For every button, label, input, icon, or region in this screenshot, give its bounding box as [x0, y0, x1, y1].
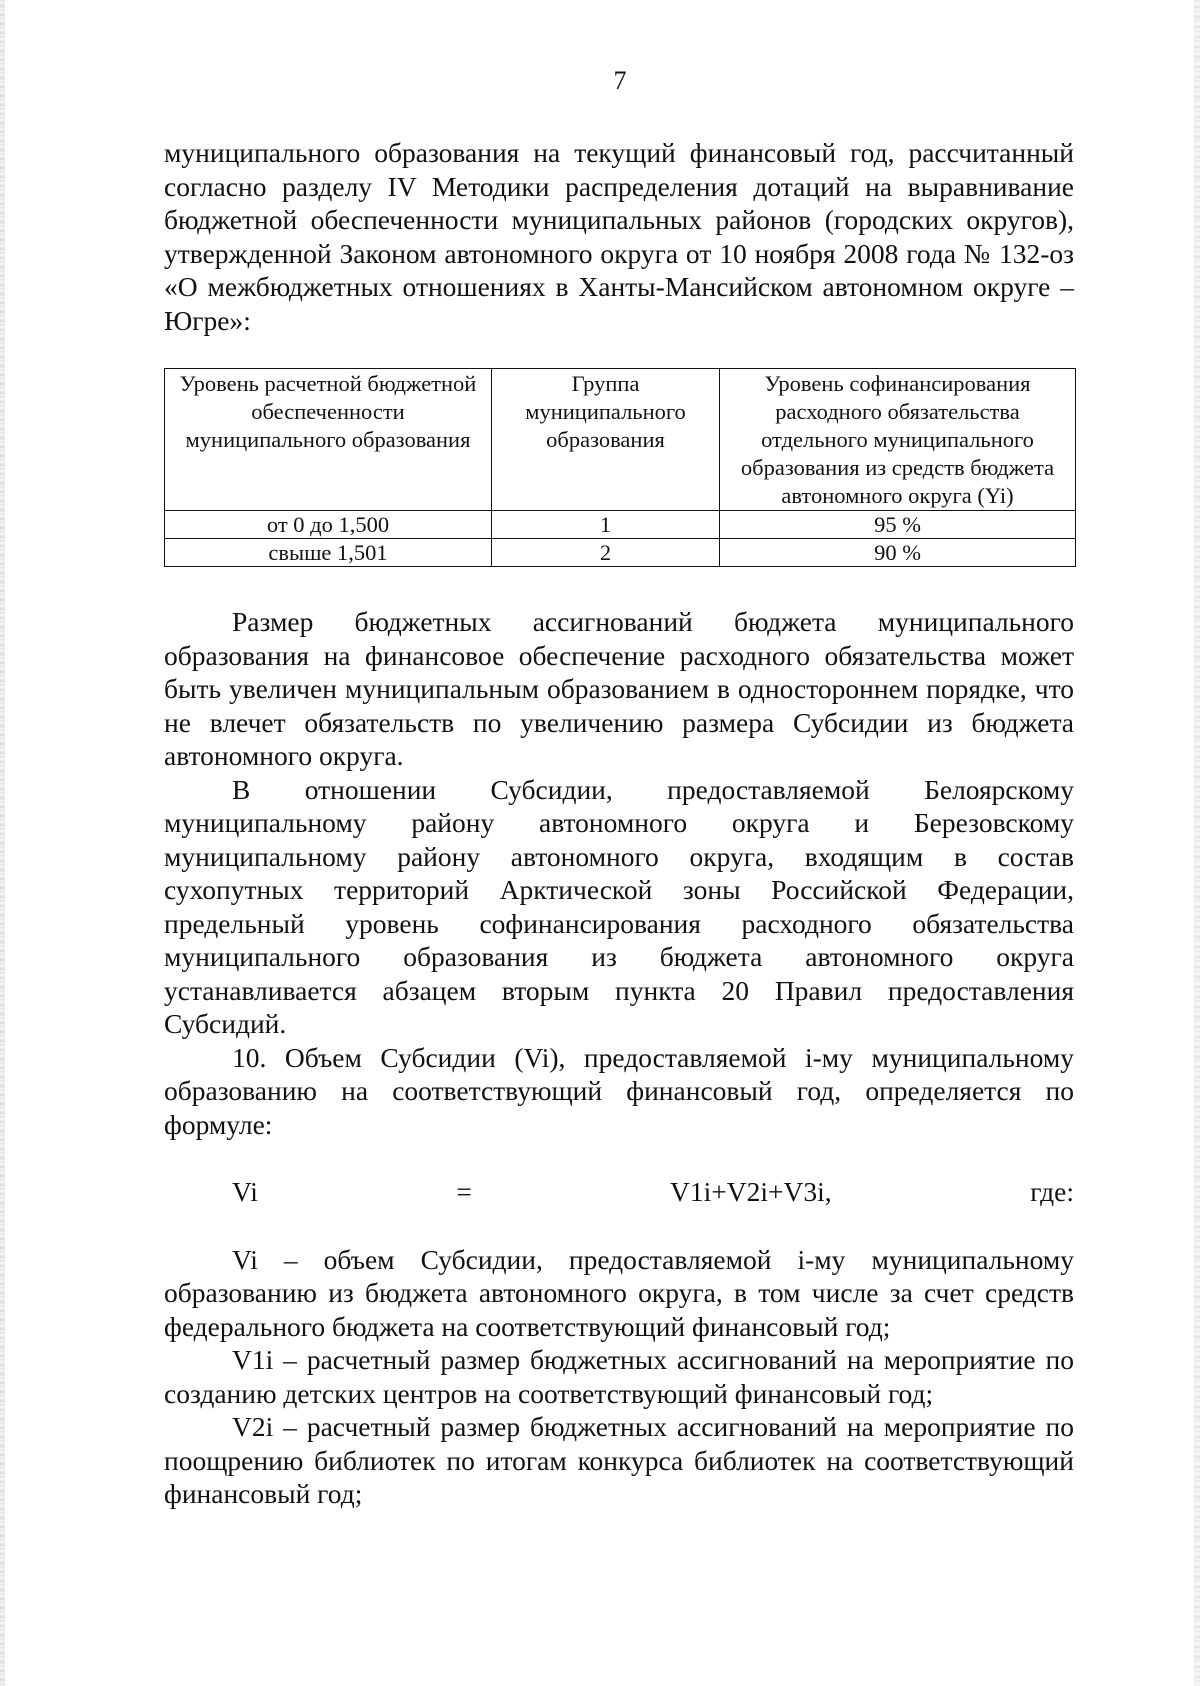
table-header-row [165, 369, 1076, 511]
header-group: Группа муниципального образования [492, 369, 720, 511]
cell-rate: 95 % [720, 511, 1076, 539]
paragraph-item-10: 10. Объем Субсидии (Vi), предоставляемой i-му муниципальному образованию на соответствующий финансовый год, определяется по формуле: [164, 1041, 1074, 1140]
document-body [164, 136, 1074, 1511]
cell-level: свыше 1,501 [165, 539, 492, 567]
definition-v2i: V2i – расчетный размер бюджетных ассигнований на мероприятие по поощрению библиотек по итогам конкурса библиотек на соответствующий финансовый год; [164, 1411, 1074, 1509]
header-cofinancing-rate: Уровень софинансирования расходного обязательства отдельного муниципального образования из средств бюджета автономного округа (Yi) [720, 369, 1076, 511]
cell-level: от 0 до 1,500 [165, 511, 492, 539]
scan-edge-right [1194, 0, 1200, 1686]
table-row [165, 511, 1076, 539]
formula: Vi = V1i+V2i+V3i, где: [232, 1176, 1074, 1207]
paragraph-assignment-size: Размер бюджетных ассигнований бюджета муниципального образования на финансовое обеспечение расходного обязательства может быть увеличен муниципальным образованием в одностороннем порядке, что не влечет обязательств по увеличению размера Субсидии из бюджета автономного округа. [164, 606, 1074, 771]
header-budget-level: Уровень расчетной бюджетной обеспеченности муниципального образования [165, 369, 492, 511]
cell-group: 1 [492, 511, 720, 539]
cofinancing-table [164, 368, 1076, 567]
page-number: 7 [613, 66, 627, 95]
definition-vi: Vi – объем Субсидии, предоставляемой i-му муниципальному образованию из бюджета автономного округа, в том числе за счет средств федерального бюджета на соответствующий финансовый год; [164, 1243, 1074, 1342]
cell-group: 2 [492, 539, 720, 567]
table-row [165, 539, 1076, 567]
paragraph-arctic-zone: В отношении Субсидии, предоставляемой Белоярскому муниципальному району автономного округа и Березовскому муниципальному району автономного округа, входящим в состав сухопутных территорий Арктической зоны Российской Федерации, предельный уровень софинансирования расходного обязательства муниципального образования из бюджета автономного округа устанавливается абзацем вторым пункта 20 Правил предоставления Субсидий. [164, 773, 1074, 1039]
scan-edge-left [0, 0, 5, 1686]
intro-paragraph: муниципального образования на текущий финансовый год, рассчитанный согласно разделу IV Методики распределения дотаций на выравнивание бюджетной обеспеченности муниципальных районов (городских округов), утвержденной Законом автономного округа от 10 ноября 2008 года № 132-оз «О межбюджетных отношениях в Ханты-Мансийском автономном округе – Югре»: [164, 137, 1074, 336]
definition-v1i: V1i – расчетный размер бюджетных ассигнований на мероприятие по созданию детских центров на соответствующий финансовый год; [164, 1344, 1074, 1409]
cell-rate: 90 % [720, 539, 1076, 567]
